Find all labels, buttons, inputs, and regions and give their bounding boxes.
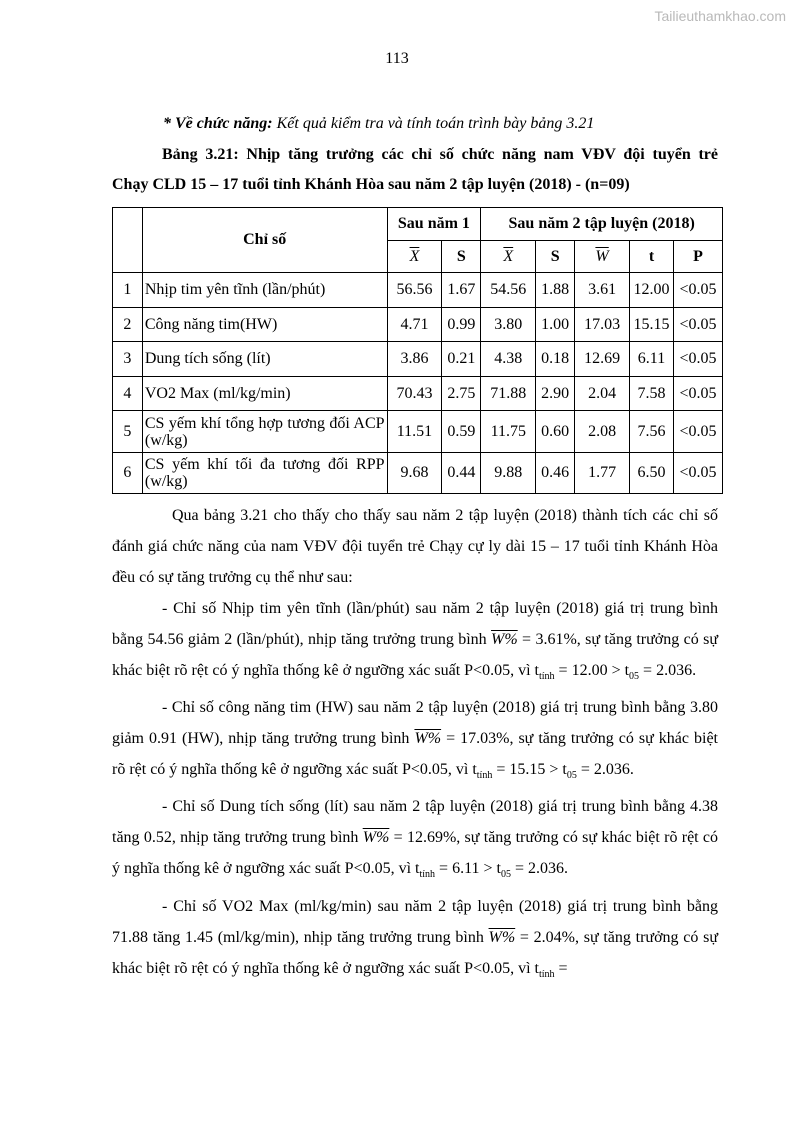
row-name: CS yếm khí tối đa tương đối RPP (w/kg): [142, 453, 387, 494]
subheader-s1: S: [442, 241, 481, 273]
paragraph-vital-capacity: - Chỉ số Dung tích sống (lít) sau năm 2 tập luyện (2018) giá trị trung bình bằng 4.38 tăng 0.52, nhịp tăng trưởng trung bình W% = 12.69%, sự tăng trưởng có sự khác biệt rõ rệt có ý nghĩa thống kê ở ngưỡng xác suất P<0.05, vì $t_{tính} = 6.11 > t_{05} = 2.036$.: [112, 798, 719, 881]
cell-x2: 3.80: [481, 308, 536, 342]
table-row: [113, 453, 723, 494]
cell-s1: 2.75: [442, 377, 481, 411]
cell-x1: 70.43: [387, 377, 442, 411]
cell-s2: 1.88: [536, 273, 575, 308]
cell-x2: 11.75: [481, 411, 536, 453]
watermark: Tailieuthamkhao.com: [654, 8, 786, 24]
cell-s2: 2.90: [536, 377, 575, 411]
cell-p: <0.05: [673, 411, 722, 453]
cell-w: 1.77: [575, 453, 630, 494]
subheader-x1: $\overline{X}$: [387, 241, 442, 273]
cell-w: 2.08: [575, 411, 630, 453]
table-row: [113, 377, 723, 411]
table-header-row: [113, 208, 723, 241]
cell-t: 6.50: [630, 453, 674, 494]
cell-w: 2.04: [575, 377, 630, 411]
cell-s2: 0.18: [536, 342, 575, 377]
header-group2: Sau năm 2 tập luyện (2018): [481, 208, 723, 241]
row-no: 4: [113, 377, 143, 411]
subheader-t: t: [630, 241, 674, 273]
cell-x2: 71.88: [481, 377, 536, 411]
table-caption-line1: Bảng 3.21: Nhịp tăng trưởng các chỉ số chức năng nam VĐV đội tuyển trẻ: [162, 146, 718, 163]
cell-x1: 11.51: [387, 411, 442, 453]
subheader-w: $\overline{W}$: [575, 241, 630, 273]
body-text: [112, 500, 718, 990]
row-no: 1: [113, 273, 143, 308]
table-row: [113, 342, 723, 377]
cell-t: 7.56: [630, 411, 674, 453]
cell-s1: 1.67: [442, 273, 481, 308]
header-no: [113, 208, 143, 273]
table-caption-line2: Chạy CLD 15 – 17 tuổi tỉnh Khánh Hòa sau năm 2 tập luyện (2018) - (n=09): [112, 176, 630, 193]
row-name: CS yếm khí tổng hợp tương đối ACP (w/kg): [142, 411, 387, 453]
page-number: 113: [385, 50, 409, 67]
cell-x2: 4.38: [481, 342, 536, 377]
paragraph-vo2max: - Chỉ số VO2 Max (ml/kg/min) sau năm 2 tập luyện (2018) giá trị trung bình bằng 71.88 tăng 1.45 (ml/kg/min), nhịp tăng trưởng trung bình W% = 2.04%, sự tăng trưởng có sự khác biệt rõ rệt có ý nghĩa thống kê ở ngưỡng xác suất P<0.05, vì $t_{tính}$ =: [112, 897, 718, 980]
cell-w: 17.03: [575, 308, 630, 342]
cell-w: 3.61: [575, 273, 630, 308]
cell-t: 12.00: [630, 273, 674, 308]
cell-s1: 0.44: [442, 453, 481, 494]
subheader-s2: S: [536, 241, 575, 273]
table-row: [113, 411, 723, 453]
cell-p: <0.05: [673, 453, 722, 494]
cell-p: <0.05: [673, 308, 722, 342]
header-group1: Sau năm 1: [387, 208, 481, 241]
cell-x2: 54.56: [481, 273, 536, 308]
cell-s1: 0.21: [442, 342, 481, 377]
table-row: [113, 308, 723, 342]
subheader-x2: $\overline{X}$: [481, 241, 536, 273]
row-name: Công năng tim(HW): [142, 308, 387, 342]
cell-p: <0.05: [673, 273, 722, 308]
header-index: Chỉ số: [142, 208, 387, 273]
cell-s1: 0.99: [442, 308, 481, 342]
row-no: 6: [113, 453, 143, 494]
table-row: [113, 273, 723, 308]
cell-s2: 0.60: [536, 411, 575, 453]
subheader-p: P: [673, 241, 722, 273]
row-name: Dung tích sống (lít): [142, 342, 387, 377]
cell-s2: 1.00: [536, 308, 575, 342]
cell-x2: 9.88: [481, 453, 536, 494]
row-no: 5: [113, 411, 143, 453]
row-no: 3: [113, 342, 143, 377]
cell-x1: 3.86: [387, 342, 442, 377]
cell-t: 6.11: [630, 342, 674, 377]
paragraph-heart-work: - Chỉ số công năng tim (HW) sau năm 2 tập luyện (2018) giá trị trung bình bằng 3.80 giảm 0.91 (HW), nhịp tăng trưởng trung bình W% = 17.03%, sự tăng trưởng có sự khác biệt rõ rệt có ý nghĩa thống kê ở ngưỡng xác suất P<0.05, vì $t_{tính} = 15.15 > t_{05} = 2.036$.: [112, 699, 719, 782]
section-lead: * Về chức năng:: [163, 115, 273, 132]
paragraph-intro: Qua bảng 3.21 cho thấy cho thấy sau năm 2 tập luyện (2018) thành tích các chỉ số đánh giá chức năng của nam VĐV đội tuyển trẻ Chạy cự ly dài 15 – 17 tuổi tỉnh Khánh Hòa đều có sự tăng trưởng cụ thể như sau:: [112, 507, 718, 586]
section-rest: Kết quả kiểm tra và tính toán trình bày bảng 3.21: [272, 115, 595, 132]
cell-w: 12.69: [575, 342, 630, 377]
section-heading: [163, 115, 594, 133]
cell-s2: 0.46: [536, 453, 575, 494]
cell-p: <0.05: [673, 377, 722, 411]
paragraph-heart-rate: - Chỉ số Nhịp tim yên tĩnh (lần/phút) sau năm 2 tập luyện (2018) giá trị trung bình bằng 54.56 giảm 2 (lần/phút), nhịp tăng trưởng trung bình W% = 3.61%, sự tăng trưởng có sự khác biệt rõ rệt có ý nghĩa thống kê ở ngưỡng xác suất P<0.05, vì $t_{tính} = 12.00 > t_{05} = 2.036$.: [112, 600, 718, 683]
row-name: Nhịp tim yên tĩnh (lần/phút): [142, 273, 387, 308]
cell-x1: 4.71: [387, 308, 442, 342]
cell-t: 7.58: [630, 377, 674, 411]
cell-p: <0.05: [673, 342, 722, 377]
cell-s1: 0.59: [442, 411, 481, 453]
data-table: [112, 207, 723, 494]
row-name: VO2 Max (ml/kg/min): [142, 377, 387, 411]
cell-t: 15.15: [630, 308, 674, 342]
cell-x1: 56.56: [387, 273, 442, 308]
cell-x1: 9.68: [387, 453, 442, 494]
row-no: 2: [113, 308, 143, 342]
